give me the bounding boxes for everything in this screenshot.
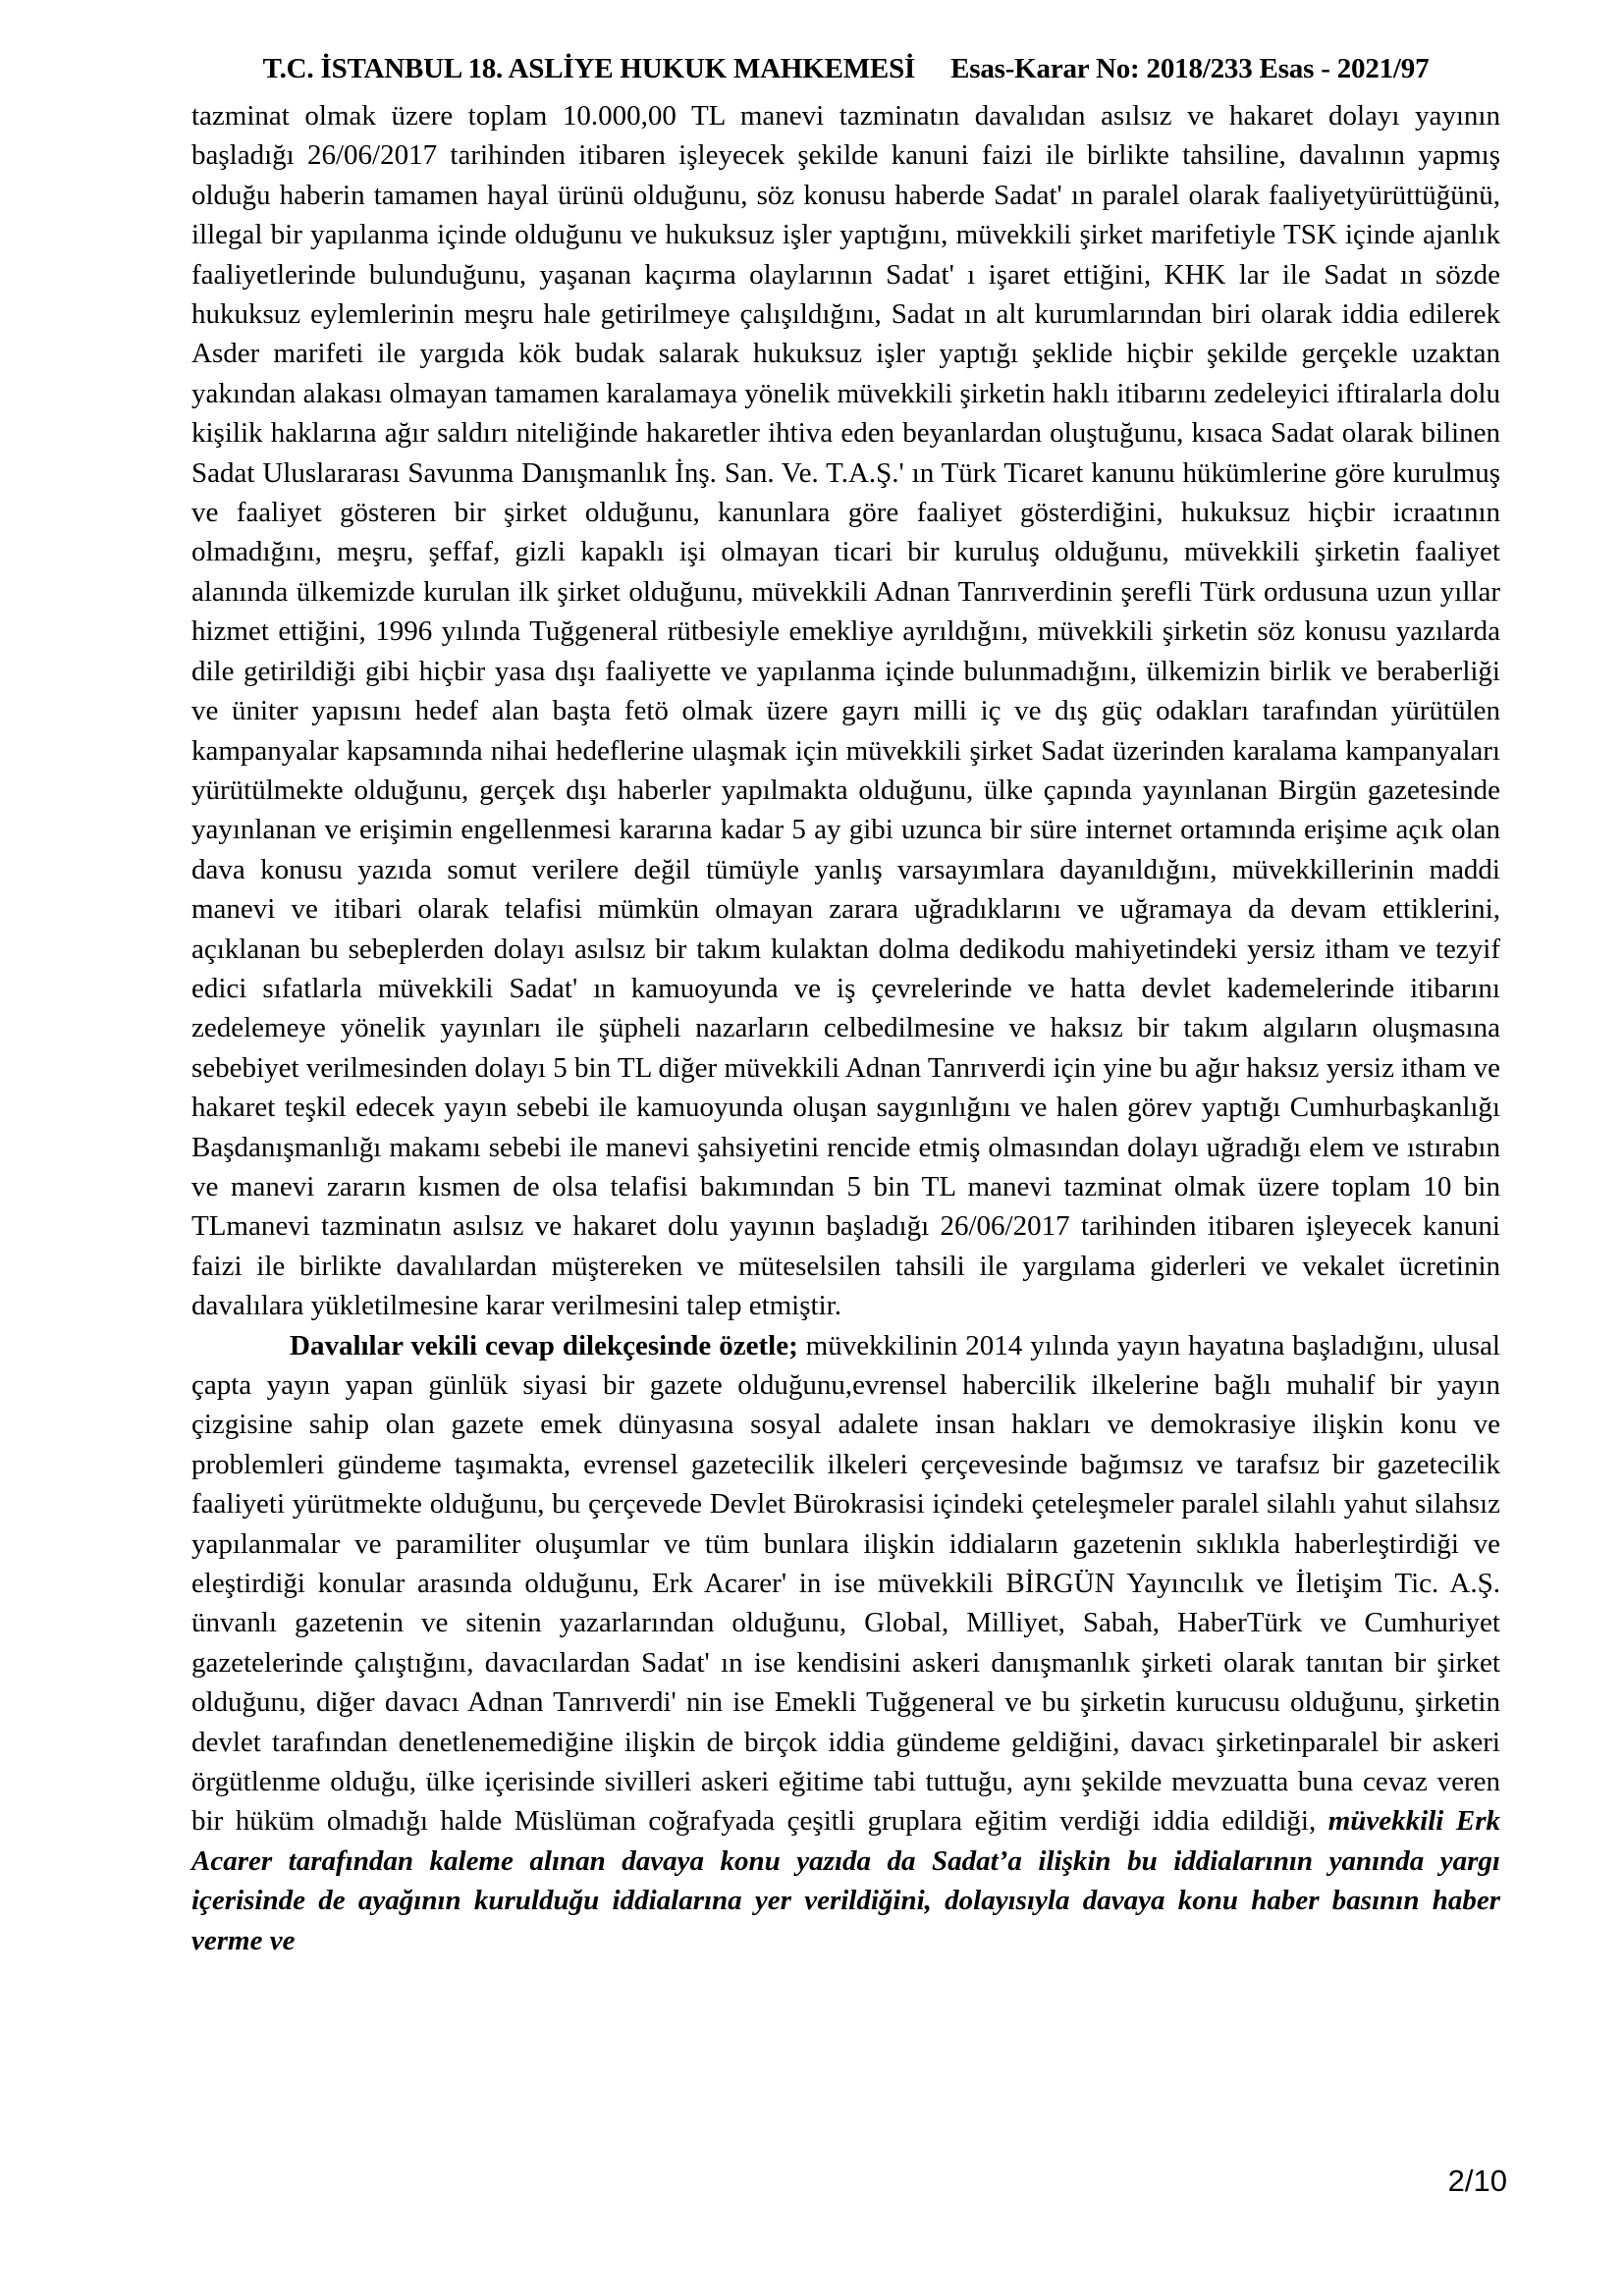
text-run-normal: müvekkilinin 2014 yılında yayın hayatına başladığını, ulusal çapta yayın yapan günlük siyasi bir gazete olduğunu,evrensel habercilik ilkelerine bağlı muhalif bir yayın çizgisine sahip olan gazete emek dünyasına sosyal adalete insan hakları ve demokrasiye ilişkin konu ve problemleri gündeme taşımakta, evrensel gazetecilik ilkeleri çerçevesinde bağımsız ve tarafsız bir gazetecilik faaliyeti yürütmekte olduğunu, bu çerçevede Devlet Bürokrasisi içindeki çeteleşmeler paralel silahlı yahut silahsız yapılanmalar ve paramiliter oluşumlar ve tüm bunlara ilişkin iddiaların gazetenin sıklıkla haberleştirdiği ve eleştirdiği konular arasında olduğunu, Erk Acarer' in ise müvekkili BİRGÜN Yayıncılık ve İletişim Tic. A.Ş. ünvanlı gazetenin ve sitenin yazarlarından olduğunu, Global, Milliyet, Sabah, HaberTürk ve Cumhuriyet gazetelerinde çalıştığını, davacılardan Sadat' ın ise kendisini askeri danışmanlık şirketi olarak tanıtan bir şirket olduğunu, diğer davacı Adnan Tanrıverdi' nin ise Emekli Tuğgeneral ve bu şirketin kurucusu olduğunu, şirketin devlet tarafından denetlenemediğine ilişkin de birçok iddia gündeme geldiğini, davacı şirketinparalel bir askeri örgütlenme olduğu, ülke içerisinde sivilleri askeri eğitime tabi tuttuğu, aynı şekilde mevzuatta buna cevaz veren bir hüküm olmadığı halde Müslüman coğrafyada çeşitli gruplara eğitim verdiği iddia edildiği, <box>191 1329 1500 1838</box>
case-number: Esas-Karar No: 2018/233 Esas - 2021/97 <box>950 53 1430 84</box>
text-run-bold-italic: müvekkili Erk Acarer tarafından kaleme alınan davaya konu yazıda da Sadat’a ilişkin bu iddialarının yanında yargı içerisinde de ayağının kurulduğu iddialarına yer verildiğini, dolayısıyla davaya konu haber basının haber verme ve <box>191 1805 1501 1956</box>
page-number: 2/10 <box>1447 2163 1507 2198</box>
text-run-normal: tazminat olmak üzere toplam 10.000,00 TL manevi tazminatın davalıdan asılsız ve hakaret dolayı yayının başladığı 26/06/2017 tarihinden itibaren işleyecek şekilde kanuni faizi ile birlikte tahsiline, davalının yapmış olduğu haberin tamamen hayal ürünü olduğunu, söz konusu haberde Sadat' ın paralel olarak faaliyetyürüttüğünü, illegal bir yapılanma içinde olduğunu ve hukuksuz işler yaptığını, müvekkili şirket marifetiyle TSK içinde ajanlık faaliyetlerinde bulunduğunu, yaşanan kaçırma olaylarının Sadat' ı işaret ettiğini, KHK lar ile Sadat ın sözde hukuksuz eylemlerinin meşru hale getirilmeye çalışıldığını, Sadat ın alt kurumlarından biri olarak iddia edilerek Asder marifeti ile yargıda kök budak salarak hukuksuz işler yaptığı şeklide hiçbir şekilde gerçekle uzaktan yakından alakası olmayan tamamen karalamaya yönelik müvekkili şirketin haklı itibarını zedeleyici iftiralarla dolu kişilik haklarına ağır saldırı niteliğinde hakaretler ihtiva eden beyanlardan oluştuğunu, kısaca Sadat olarak bilinen Sadat Uluslararası Savunma Danışmanlık İnş. San. Ve. T.A.Ş.' ın Türk Ticaret kanunu hükümlerine göre kurulmuş ve faaliyet gösteren bir şirket olduğunu, kanunlara göre faaliyet gösterdiğini, hukuksuz hiçbir icraatının olmadığını, meşru, şeffaf, gizli kapaklı işi olmayan ticari bir kuruluş olduğunu, müvekkili şirketin faaliyet alanında ülkemizde kurulan ilk şirket olduğunu, müvekkili Adnan Tanrıverdinin şerefli Türk ordusuna uzun yıllar hizmet ettiğini, 1996 yılında Tuğgeneral rütbesiyle emekliye ayrıldığını, müvekkili şirketin söz konusu yazılarda dile getirildiği gibi hiçbir yasa dışı faaliyette ve yapılanma içinde bulunmadığını, ülkemizin birlik ve beraberliği ve üniter yapısını hedef alan başta fetö olmak üzere gayrı milli iç ve dış güç odakları tarafından yürütülen kampanyalar kapsamında nihai hedeflerine ulaşmak için müvekkili şirket Sadat üzerinden karalama kampanyaları yürütülmekte olduğunu, gerçek dışı haberler yapılmakta olduğunu, ülke çapında yayınlanan Birgün gazetesinde yayınlanan ve erişimin engellenmesi kararına kadar 5 ay gibi uzunca bir süre internet ortamında erişime açık olan dava konusu yazıda somut verilere değil tümüyle yanlış varsayımlara dayanıldığını, müvekkillerinin maddi manevi ve itibari olarak telafisi mümkün olmayan zarara uğradıklarını ve uğramaya da devam ettiklerini, açıklanan bu sebeplerden dolayı asılsız bir takım kulaktan dolma dedikodu mahiyetindeki yersiz itham ve tezyif edici sıfatlarla müvekkili Sadat' ın kamuoyunda ve iş çevrelerinde ve hatta devlet kademelerinde itibarını zedelemeye yönelik yayınları ile şüpheli nazarların celbedilmesine ve haksız bir takım algıların oluşmasına sebebiyet verilmesinden dolayı 5 bin TL diğer müvekkili Adnan Tanrıverdi için yine bu ağır haksız yersiz itham ve hakaret teşkil edecek yayın sebebi ile kamuoyunda oluşan saygınlığını ve halen görev yaptığı Cumhurbaşkanlığı Başdanışmanlığı makamı sebebi ile manevi şahsiyetini rencide etmiş olmasından dolayı uğradığı elem ve ıstırabın ve manevi zararın kısmen de olsa telafisi bakımından 5 bin TL manevi tazminat olmak üzere toplam 10 bin TLmanevi tazminatın asılsız ve hakaret dolu yayının başladığı 26/06/2017 tarihinden itibaren işleyecek kanuni faizi ile birlikte davalılardan müştereken ve müteselsilen tahsili ile yargılama giderleri ve vekalet ücretinin davalılara yükletilmesine karar verilmesini talep etmiştir. <box>191 100 1500 1322</box>
text-run-bold: Davalılar vekili cevap dilekçesinde özetle; <box>290 1329 798 1362</box>
paragraph-2 <box>191 1326 1500 1961</box>
document-header <box>191 53 1500 85</box>
paragraph-1 <box>191 96 1500 1326</box>
document-body <box>191 96 1500 1960</box>
court-title: T.C. İSTANBUL 18. ASLİYE HUKUK MAHKEMESİ <box>262 53 916 84</box>
